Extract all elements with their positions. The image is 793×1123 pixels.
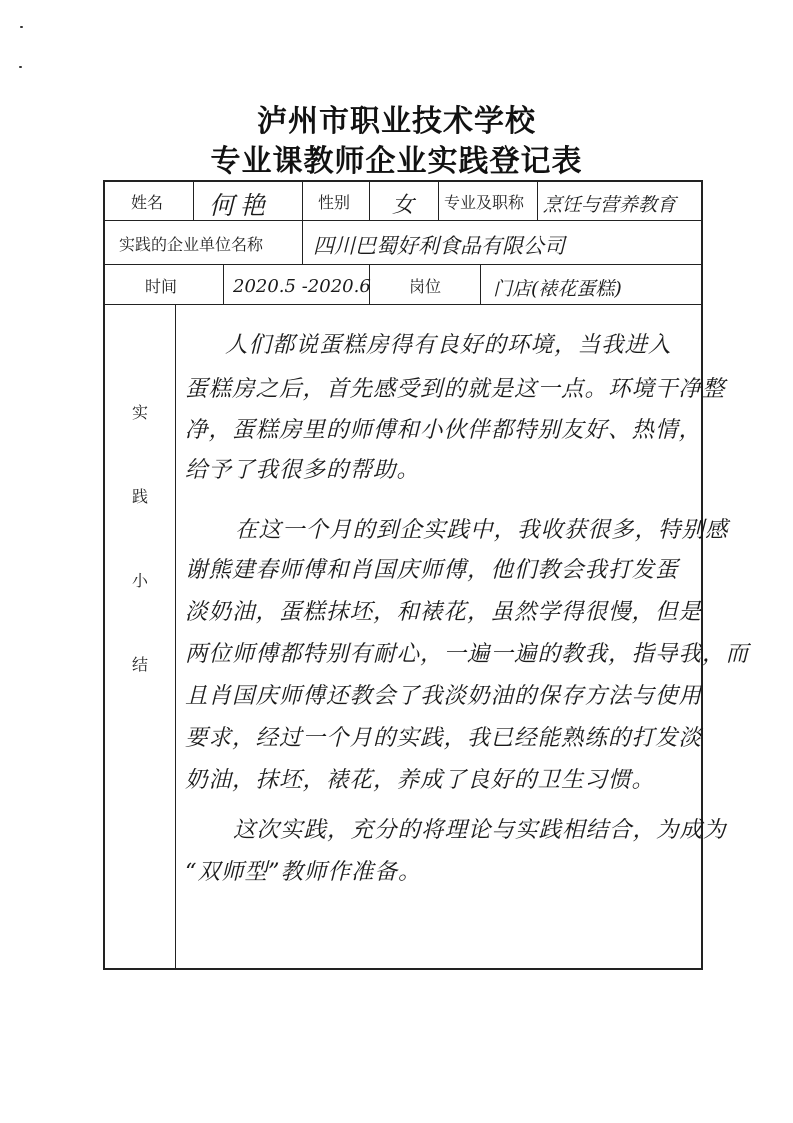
document-title-form: 专业课教师企业实践登记表 [210,144,583,179]
document-title-school: 泸州市职业技术学校 [257,104,536,139]
registration-table [103,180,750,970]
gender-label: 性别 [318,193,351,212]
time-label: 时间 [145,277,178,296]
summary-line-8: 两位师傅都特别有耐心，一遍一遍的教我，指导我，而 [185,641,750,667]
col-divider-r1-a [193,182,194,220]
col-divider-summary [175,304,176,970]
col-divider-r1-e [537,182,538,220]
summary-line-3: 净，蛋糕房里的师傅和小伙伴都特别友好、热情， [185,417,703,443]
major-value: 烹饪与营养教育 [543,194,677,216]
scan-speck-top [20,26,23,28]
summary-line-12: 这次实践，充分的将理论与实践相结合，为成为 [233,817,727,843]
summary-line-9: 且肖国庆师傅还教会了我淡奶油的保存方法与使用 [185,683,703,709]
summary-label-char-1: 实 [131,403,148,422]
summary-line-4: 给予了我很多的帮助。 [185,457,421,483]
col-divider-r2 [302,220,303,264]
summary-line-7: 淡奶油，蛋糕抹坯，和裱花，虽然学得很慢，但是 [185,599,703,625]
name-label: 姓名 [131,193,164,212]
col-divider-r1-d [438,182,439,220]
summary-line-10: 要求，经过一个月的实践，我已经能熟练的打发淡 [185,725,703,751]
company-value: 四川巴蜀好利食品有限公司 [313,234,565,258]
summary-line-1: 人们都说蛋糕房得有良好的环境，当我进入 [225,332,672,358]
time-value: 2020.5 -2020.6 [233,276,371,297]
row-divider-1 [105,220,701,221]
col-divider-r3-a [223,264,224,304]
row-divider-3 [105,304,701,305]
position-label: 岗位 [409,277,442,296]
summary-label-char-2: 践 [131,487,148,506]
summary-line-13: “双师型”教师作准备。 [185,859,422,885]
row-divider-2 [105,264,701,265]
summary-label-char-4: 结 [131,655,148,674]
scan-speck-mid [19,66,22,68]
gender-value: 女 [392,193,415,218]
position-value: 门店(裱花蛋糕) [493,278,622,300]
summary-line-11: 奶油，抹坯，裱花，养成了良好的卫生习惯。 [185,767,656,793]
col-divider-r1-b [302,182,303,220]
summary-line-2: 蛋糕房之后，首先感受到的就是这一点。环境干净整 [185,376,726,402]
col-divider-r3-c [480,264,481,304]
company-label: 实践的企业单位名称 [119,235,264,254]
major-label: 专业及职称 [444,193,525,212]
summary-line-6: 谢熊建春师傅和肖国庆师傅，他们教会我打发蛋 [185,557,679,583]
name-value: 何艳 [209,191,272,220]
summary-label-char-3: 小 [131,571,148,590]
summary-line-5: 在这一个月的到企实践中，我收获很多，特别感 [235,517,729,543]
col-divider-r1-c [369,182,370,220]
